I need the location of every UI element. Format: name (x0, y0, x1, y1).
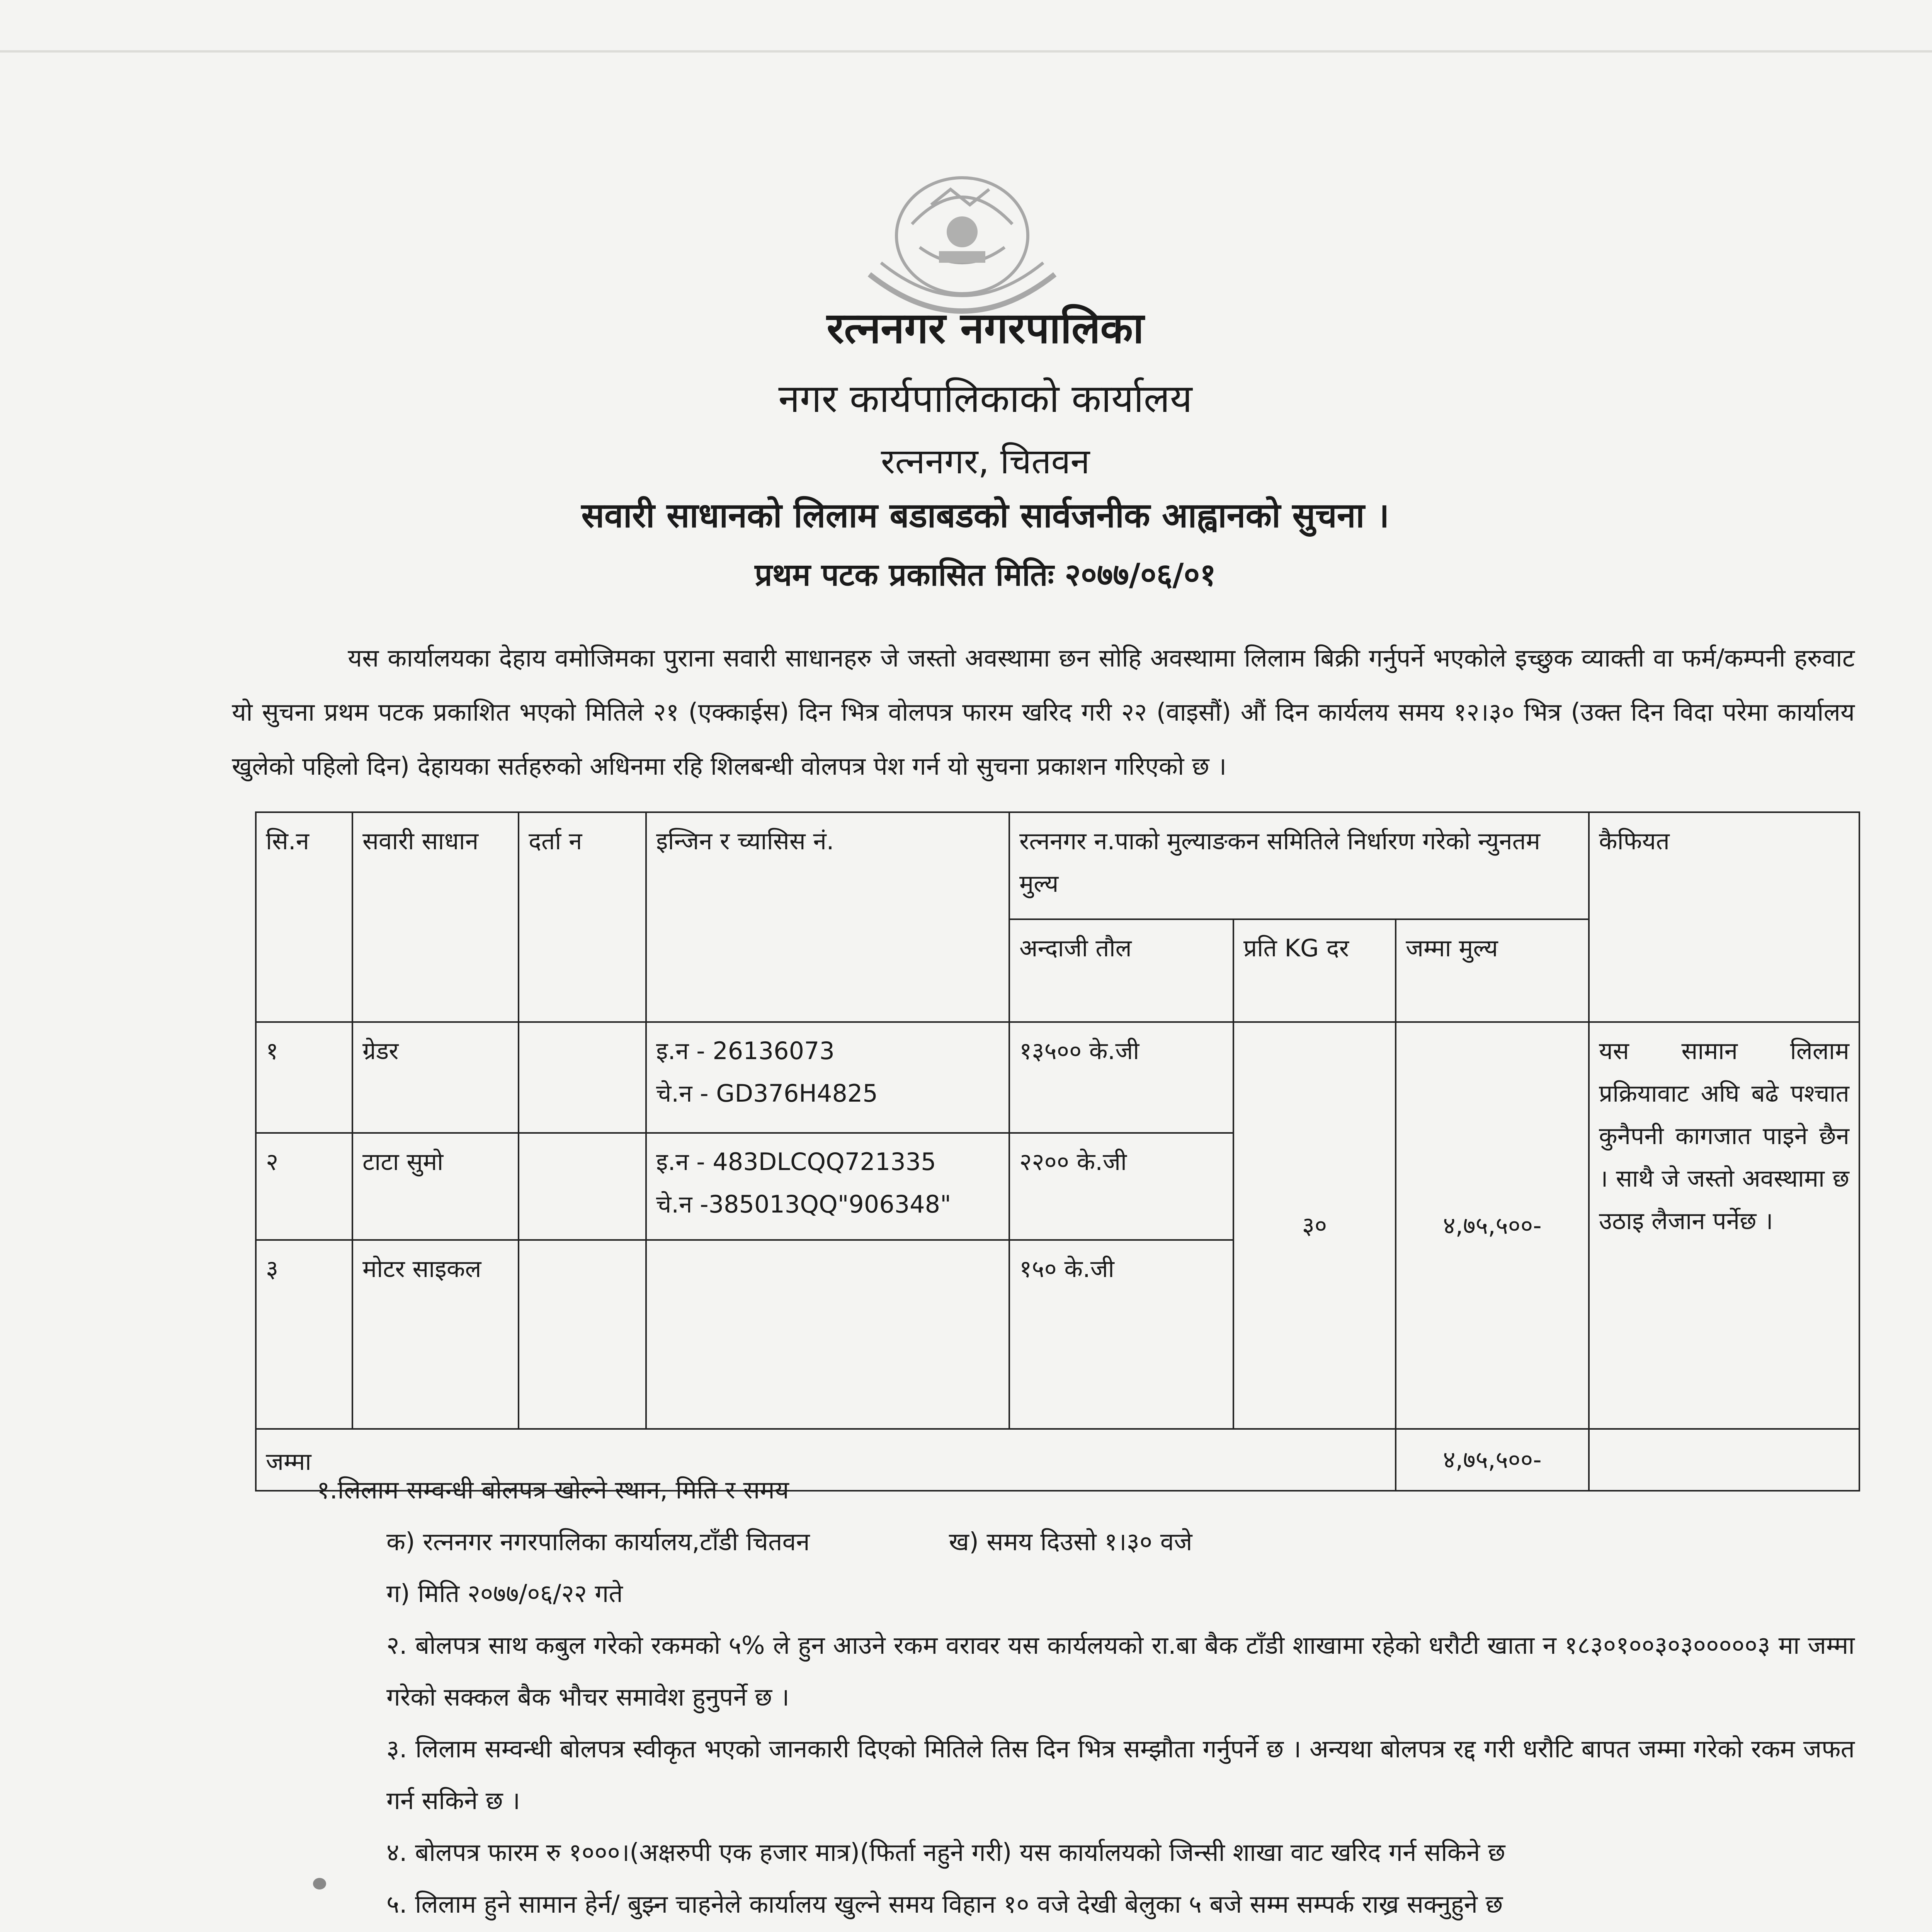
intro-paragraph: यस कार्यालयका देहाय वमोजिमका पुराना सवारी साधानहरु जे जस्तो अवस्थामा छन सोहि अवस्थामा लिलाम बिक्री गर्नुपर्ने भएकोले इच्छुक व्याक्ती वा फर्म/कम्पनी हरुवाट यो सुचना प्रथम पटक प्रकाशित भएको मितिले २१ (एक्काईस) दिन भित्र वोलपत्र फारम खरिद गरी २२ (वाइसौं) औं दिन कार्यलय समय १२।३० भित्र (उक्त दिन विदा परेमा कार्यालय खुलेको पहिलो दिन) देहायका सर्तहरुको अधिनमा रहि शिलबन्धी वोलपत्र पेश गर्न यो सुचना प्रकाशन गरिएको छ । (232, 644, 1855, 781)
header-reg-no: दर्ता न (519, 812, 646, 1022)
condition-item: ३. लिलाम सम्वन्धी बोलपत्र स्वीकृत भएको जानकारी दिएको मितिले तिस दिन भित्र सम्झौता गर्नुपर्ने छ । अन्यथा बोलपत्र रद्द गरी धरौटि बापत जम्मा गरेको रकम जफत गर्न सकिने छ । (386, 1735, 1855, 1815)
condition-item: २. बोलपत्र साथ कबुल गरेको रकमको ५% ले हुन आउने रकम वरावर यस कार्यलयको रा.बा बैक टाँडी शाखामा रहेको धरौटी खाता न १८३०१००३०३०००००३ मा जम्मा गरेको सक्कल बैक भौचर समावेश हुनुपर्ने छ । (386, 1631, 1855, 1712)
condition-subitem: क) रत्ननगर नगरपालिका कार्यालय,टाँडी चितवन (386, 1528, 810, 1556)
table-row (256, 1022, 1859, 1133)
cell-weight: २२०० के.जी (1009, 1133, 1233, 1240)
scan-fold-line (0, 50, 1932, 53)
engine-number: इ.न - 26136073 (656, 1036, 835, 1065)
header-weight: अन्दाजी तौल (1009, 919, 1233, 1022)
cell-sn: ३ (256, 1240, 352, 1429)
cell-reg-no (519, 1240, 646, 1429)
conditions-list (270, 1464, 1855, 1932)
grand-total-label: जम्मा (256, 1429, 1396, 1491)
header-valuation-group: रत्ननगर न.पाको मुल्याङकन समितिले निर्धारण गरेको न्युनतम मुल्य (1009, 812, 1589, 919)
header-rate: प्रति KG दर (1233, 919, 1396, 1022)
executive-office-name: नगर कार्यपालिकाको कार्यालय (778, 376, 1192, 421)
scan-speck (313, 1878, 326, 1889)
header-vehicle: सवारी साधान (352, 812, 519, 1022)
header-engine-chassis: इन्जिन र च्यासिस नं. (646, 812, 1009, 1022)
cell-engine-chassis (646, 1133, 1009, 1240)
header-sn: सि.न (256, 812, 352, 1022)
cell-vehicle: टाटा सुमो (352, 1133, 519, 1240)
chassis-number: चे.न -385013QQ"906348" (656, 1190, 951, 1219)
condition-item: ५. लिलाम हुने सामान हेर्न/ बुझ्न चाहनेले कार्यालय खुल्ने समय विहान १० वजे देखी बेलुका ५ बजे सम्म सम्पर्क राख्र सक्नुहुने छ (386, 1890, 1503, 1919)
cell-reg-no (519, 1133, 646, 1240)
cell-sn: २ (256, 1133, 352, 1240)
cell-engine-chassis (646, 1240, 1009, 1429)
condition-item (270, 1516, 1855, 1568)
cell-sn: १ (256, 1022, 352, 1133)
cell-weight: १५० के.जी (1009, 1240, 1233, 1429)
office-place: रत्ननगर, चितवन (881, 441, 1090, 482)
cell-total-value: ४,७५,५००- (1396, 1022, 1589, 1429)
office-name: रत्ननगर नगरपालिका (827, 303, 1144, 353)
cell-vehicle: ग्रेडर (352, 1022, 519, 1133)
grand-total-value: ४,७५,५००- (1396, 1429, 1589, 1491)
cell-weight: १३५०० के.जी (1009, 1022, 1233, 1133)
publish-date: प्रथम पटक प्रकासित मितिः २०७७/०६/०१ (755, 557, 1216, 593)
header-total-value: जम्मा मुल्य (1396, 919, 1589, 1022)
header-remarks: कैफियत (1589, 812, 1859, 1022)
cell-vehicle: मोटर साइकल (352, 1240, 519, 1429)
condition-subitem: ख) समय दिउसो १।३० वजे (949, 1528, 1192, 1556)
engine-number: इ.न - 483DLCQQ721335 (656, 1148, 936, 1176)
chassis-number: चे.न - GD376H4825 (656, 1079, 878, 1107)
table-header-row (256, 812, 1859, 919)
notice-title: सवारी साधानको लिलाम बडाबडको सार्वजनीक आह्वानको सुचना । (581, 495, 1389, 535)
vehicle-auction-table (255, 811, 1860, 1492)
cell-rate: ३० (1233, 1022, 1396, 1429)
condition-subitem: ग) मिति २०७७/०६/२२ गते (386, 1580, 623, 1608)
cell-engine-chassis (646, 1022, 1009, 1133)
cell-reg-no (519, 1022, 646, 1133)
condition-item: १.लिलाम सम्वन्धी बोलपत्र खोल्ने स्थान, मिति र समय (317, 1476, 789, 1505)
condition-item (270, 1930, 1855, 1932)
condition-item: ४. बोलपत्र फारम रु १०००।(अक्षरुपी एक हजार मात्र)(फिर्ता नहुने गरी) यस कार्यालयको जिन्सी शाखा वाट खरिद गर्न सकिने छ (386, 1838, 1505, 1867)
cell-remarks: यस सामान लिलाम प्रक्रियावाट अघि बढे पश्चात कुनैपनी कागजात पाइने छैन । साथै जे जस्तो अवस्थामा छ उठाइ लैजान पर्नेछ । (1589, 1022, 1859, 1429)
